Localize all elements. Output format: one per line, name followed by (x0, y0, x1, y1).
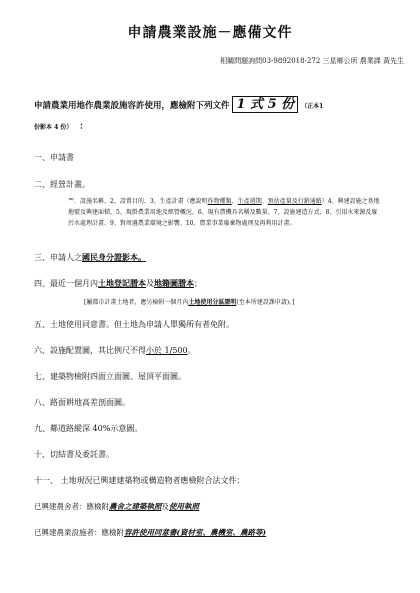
item-9: 九、鄰道路縱深 40%示意圖。 (34, 424, 143, 433)
plan-channel: 銷通路 (303, 198, 322, 205)
intro-line2 (34, 120, 88, 135)
item-6-scale: 小於 1/500 (146, 346, 188, 355)
existing-a-use-permit: 使用執照 (169, 502, 199, 511)
plan-text-2: ）4、興建設施之基地地號及興建面積、5、現掛農業用地及經營概況、6、現有農機具名稱及數量、7、設施建造方式、8、引用水來源及廢污水處理計畫、9、對周邊農業環境之影響、10、農業事業廢棄物處理及再利用計畫。 (68, 198, 380, 227)
plan-cycle: 生產週期 (237, 198, 262, 205)
intro-copies-detail: 份影本 4 份） (34, 124, 70, 131)
existing-facility (34, 527, 266, 538)
item-4-note (84, 297, 294, 306)
item-1: 一、申請書 (34, 153, 74, 162)
copies-box: 1 式 5 份 (232, 96, 298, 113)
existing-b-consent: 容許使用同意書(資材室、農機室、農路等) (124, 528, 267, 537)
note-zoning-proof: 土地使用分區證明 (188, 299, 237, 306)
item-3-label: 三、申請人之 (34, 253, 82, 262)
item-6-label: 六、設施配置圖，其比例尺不得 (34, 346, 146, 355)
note-pre: [屬都市計畫土地者，應另檢附一個月內 (84, 299, 189, 306)
item-6-tail: 。 (187, 346, 196, 355)
intro-paragraph (34, 96, 394, 132)
item-8: 八、路面耕地高差剖面圖。 (34, 398, 130, 407)
item-4-tail: ； (194, 279, 202, 288)
intro-colon: ： (79, 122, 89, 132)
note-post: (至本所建設課申請)。] (236, 299, 295, 306)
item-10: 十、切結書及委託書。 (34, 450, 114, 459)
item-4-label: 四、最近一個月內 (34, 279, 98, 288)
plan-text-1: 設施名稱、2、設置目的、3、生產計畫（應說明 (80, 198, 208, 205)
item-4 (34, 278, 202, 289)
existing-a-and: 及 (161, 502, 169, 511)
contact-info: 相關問題詢問03-9892018-272 三星鄉公所 農業課 黃先生 (220, 57, 404, 65)
item-3 (34, 252, 146, 263)
plan-sep-2: 、 (261, 198, 268, 205)
existing-farmhouse (34, 501, 199, 512)
plan-sep-1: 、 (231, 198, 238, 205)
plan-star: 罒． (68, 198, 81, 205)
item-3-id-copy: 國民身分證影本。 (82, 252, 146, 262)
page-title: 申請農業設施－應備文件 (127, 25, 293, 41)
existing-b-pre: 已興建農業設施者：應檢附 (34, 528, 124, 537)
item-5: 五、土地使用同意書。但土地為申請人單獨所有者免附。 (34, 320, 234, 329)
plan-crop-type: 作物種類 (207, 198, 232, 205)
item-7: 七、建築物檢附四面立面圖、屋頂平面圖。 (34, 372, 186, 381)
item-2: 二、經營計畫。 (34, 180, 90, 189)
item-4-and: 及 (146, 279, 154, 288)
intro-text: 申請農業用地作農業設施容許使用，應檢附下列文件 (34, 101, 230, 111)
plan-yield: 預估產量及行 (267, 198, 304, 205)
item-4-cadastral-map: 地籍圖謄本 (154, 278, 194, 288)
item-11: 十一、 土地現況已興建建築物或構造物者應檢附合法文件： (34, 476, 245, 485)
item-6 (34, 345, 196, 356)
existing-a-pre: 已興建農舍者：應檢附 (34, 502, 109, 511)
item-4-land-register: 土地登記謄本 (98, 278, 146, 288)
plan-detail (68, 196, 380, 229)
intro-tail: （正本1 (301, 103, 324, 110)
existing-a-building-permit: 農舍之建築執照 (109, 502, 162, 511)
